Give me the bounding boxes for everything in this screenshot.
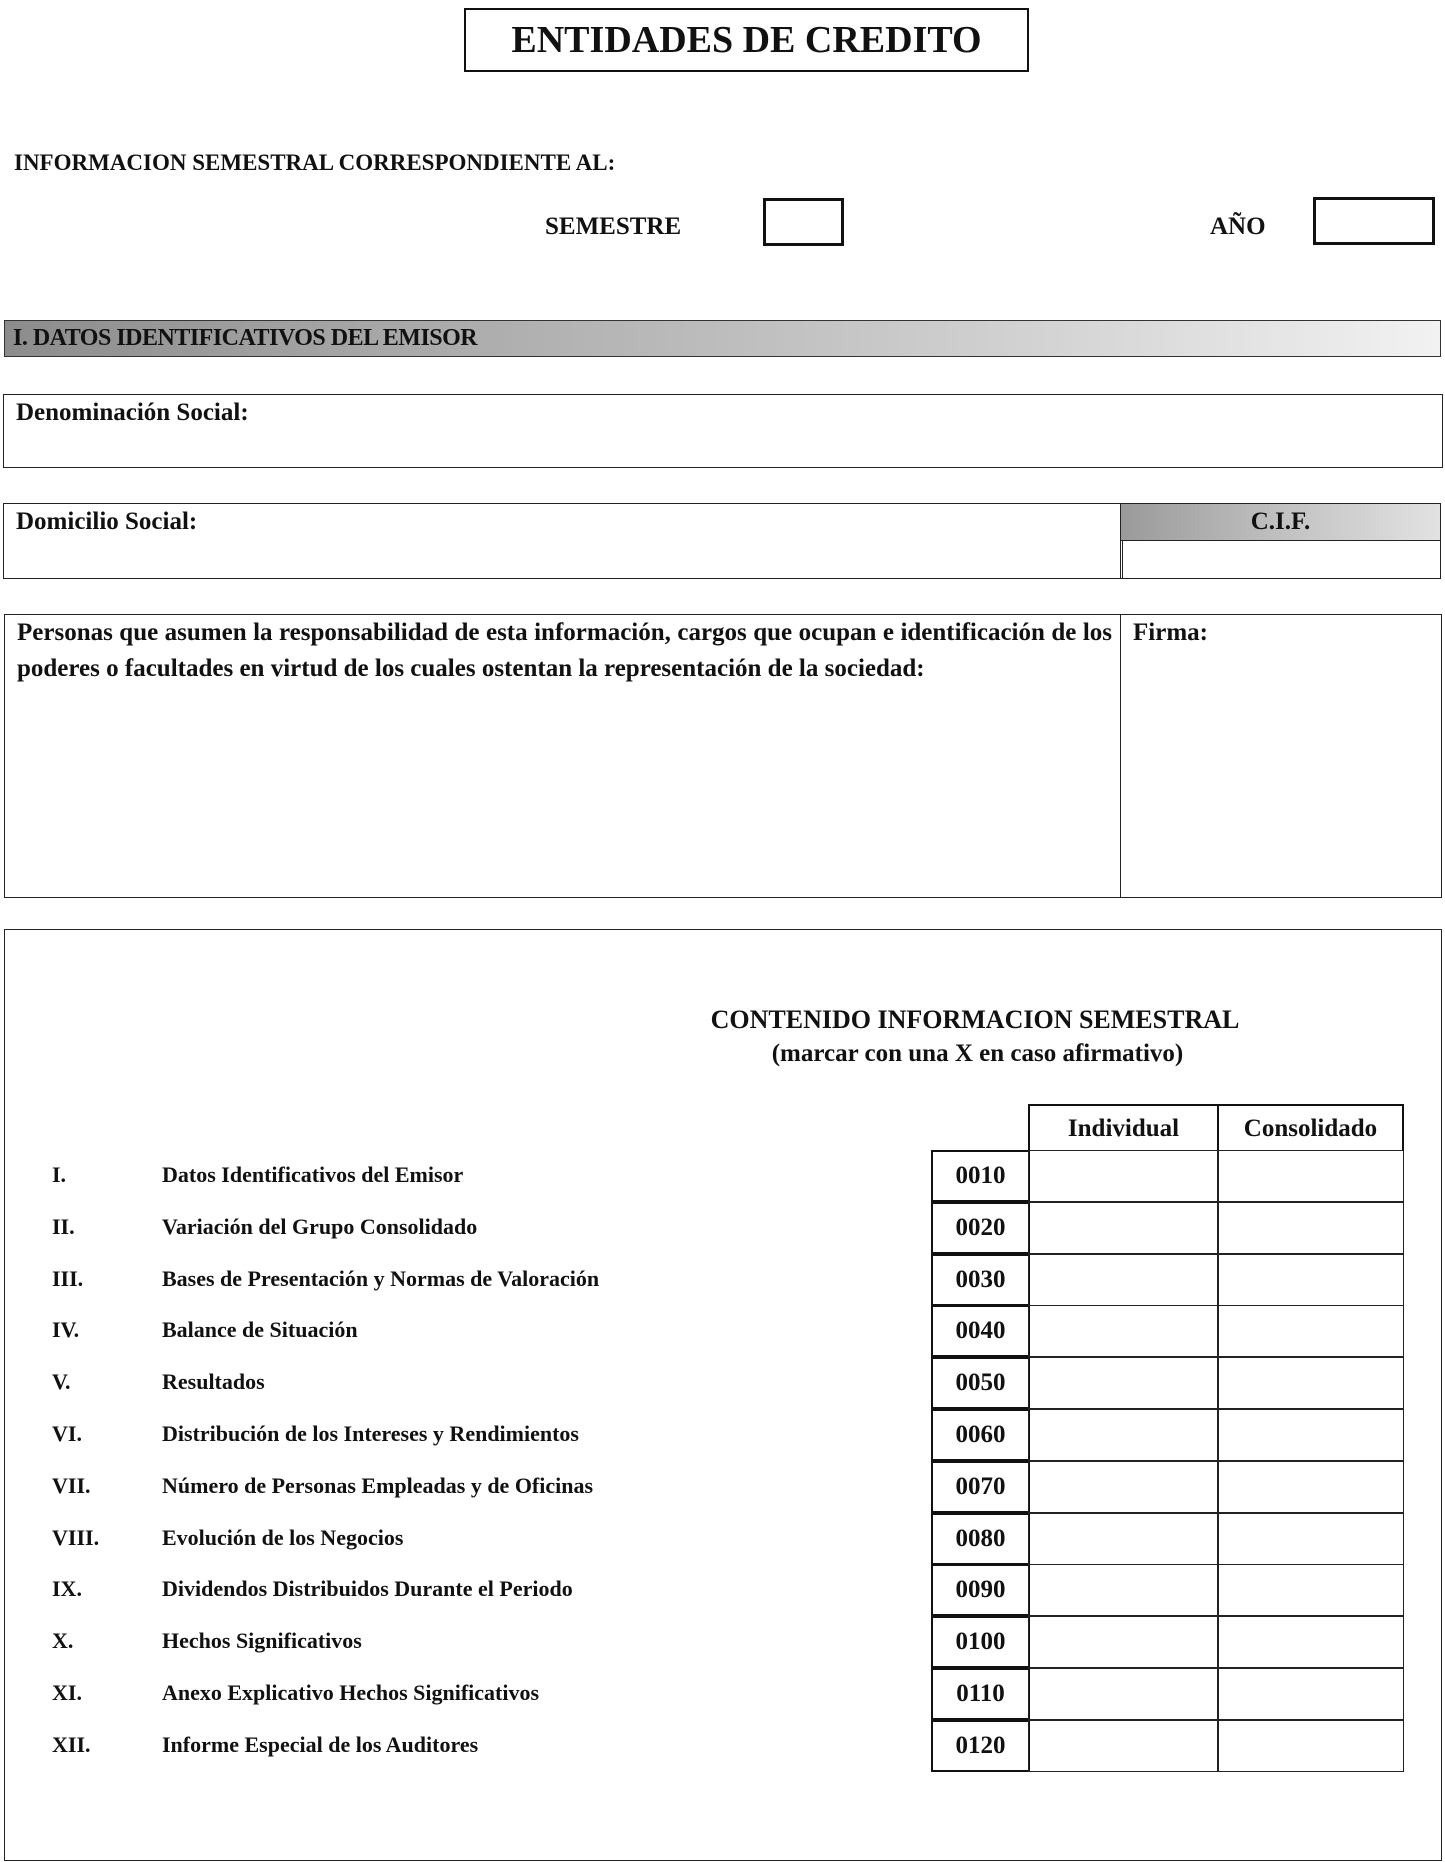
individual-checkbox-cell[interactable] bbox=[1028, 1616, 1219, 1668]
row-number: VIII. bbox=[52, 1524, 100, 1550]
consolidado-checkbox-cell[interactable] bbox=[1217, 1202, 1404, 1254]
row-label: Número de Personas Empleadas y de Oficinas bbox=[162, 1472, 594, 1498]
row-code: 0100 bbox=[931, 1616, 1030, 1668]
contenido-subtitle: (marcar con una X en caso afirmativo) bbox=[771, 1040, 1184, 1067]
firma-label: Firma: bbox=[1133, 619, 1208, 646]
info-line: INFORMACION SEMESTRAL CORRESPONDIENTE AL: bbox=[14, 150, 616, 175]
contenido-title: CONTENIDO INFORMACION SEMESTRAL bbox=[710, 1005, 1240, 1034]
row-code: 0020 bbox=[931, 1202, 1030, 1254]
row-label: Variación del Grupo Consolidado bbox=[162, 1213, 478, 1239]
row-number: II. bbox=[52, 1213, 75, 1239]
individual-checkbox-cell[interactable] bbox=[1028, 1409, 1219, 1461]
row-label: Anexo Explicativo Hechos Significativos bbox=[162, 1680, 540, 1705]
consolidado-checkbox-cell[interactable] bbox=[1217, 1564, 1404, 1616]
row-label: Balance de Situación bbox=[162, 1317, 358, 1343]
row-number: V. bbox=[52, 1369, 71, 1395]
row-code: 0030 bbox=[931, 1254, 1030, 1306]
individual-checkbox-cell[interactable] bbox=[1028, 1564, 1219, 1616]
consolidado-checkbox-cell[interactable] bbox=[1217, 1150, 1404, 1202]
denominacion-field[interactable] bbox=[3, 394, 1443, 468]
row-number: IV. bbox=[52, 1317, 80, 1343]
semestre-label: SEMESTRE bbox=[545, 213, 682, 240]
domicilio-field[interactable] bbox=[3, 503, 1123, 579]
anio-input-box[interactable] bbox=[1313, 197, 1435, 245]
row-label: Distribución de los Intereses y Rendimientos bbox=[162, 1421, 579, 1446]
row-code: 0070 bbox=[931, 1461, 1030, 1513]
firma-field[interactable] bbox=[1120, 614, 1442, 898]
row-code: 0110 bbox=[931, 1668, 1030, 1720]
consolidado-checkbox-cell[interactable] bbox=[1217, 1305, 1404, 1357]
individual-checkbox-cell[interactable] bbox=[1028, 1720, 1219, 1772]
consolidado-checkbox-cell[interactable] bbox=[1217, 1668, 1404, 1720]
individual-checkbox-cell[interactable] bbox=[1028, 1150, 1219, 1202]
row-label: Informe Especial de los Auditores bbox=[162, 1731, 479, 1757]
row-number: XII. bbox=[52, 1731, 91, 1757]
row-label: Evolución de los Negocios bbox=[162, 1524, 404, 1550]
individual-checkbox-cell[interactable] bbox=[1028, 1513, 1219, 1565]
consolidado-checkbox-cell[interactable] bbox=[1217, 1357, 1404, 1409]
consolidado-checkbox-cell[interactable] bbox=[1217, 1461, 1404, 1513]
row-number: III. bbox=[52, 1265, 84, 1291]
consolidado-checkbox-cell[interactable] bbox=[1217, 1616, 1404, 1668]
row-number: XI. bbox=[52, 1680, 82, 1705]
individual-checkbox-cell[interactable] bbox=[1028, 1305, 1219, 1357]
consolidado-checkbox-cell[interactable] bbox=[1217, 1254, 1404, 1306]
page-title: ENTIDADES DE CREDITO bbox=[464, 8, 1029, 72]
consolidado-checkbox-cell[interactable] bbox=[1217, 1513, 1404, 1565]
row-code: 0050 bbox=[931, 1357, 1030, 1409]
row-code: 0060 bbox=[931, 1409, 1030, 1461]
denominacion-label: Denominación Social: bbox=[16, 399, 249, 426]
cif-header: C.I.F. bbox=[1120, 503, 1441, 541]
anio-label: AÑO bbox=[1210, 213, 1266, 240]
individual-checkbox-cell[interactable] bbox=[1028, 1254, 1219, 1306]
row-number: VI. bbox=[52, 1421, 82, 1446]
row-label: Datos Identificativos del Emisor bbox=[162, 1162, 464, 1187]
col-header-consolidado: Consolidado bbox=[1217, 1104, 1404, 1151]
row-label: Hechos Significativos bbox=[162, 1628, 362, 1654]
row-code: 0040 bbox=[931, 1305, 1030, 1357]
domicilio-label: Domicilio Social: bbox=[16, 508, 198, 535]
individual-checkbox-cell[interactable] bbox=[1028, 1668, 1219, 1720]
row-number: IX. bbox=[52, 1576, 82, 1602]
row-code: 0080 bbox=[931, 1513, 1030, 1565]
row-number: VII. bbox=[52, 1472, 91, 1498]
row-code: 0120 bbox=[931, 1720, 1030, 1772]
semestre-input-box[interactable] bbox=[763, 198, 844, 246]
col-header-individual: Individual bbox=[1028, 1104, 1219, 1151]
consolidado-checkbox-cell[interactable] bbox=[1217, 1409, 1404, 1461]
row-label: Resultados bbox=[162, 1369, 265, 1395]
row-code: 0090 bbox=[931, 1564, 1030, 1616]
row-number: X. bbox=[52, 1628, 74, 1654]
section-header-emisor: I. DATOS IDENTIFICATIVOS DEL EMISOR bbox=[4, 320, 1441, 357]
row-code: 0010 bbox=[931, 1150, 1030, 1202]
individual-checkbox-cell[interactable] bbox=[1028, 1202, 1219, 1254]
consolidado-checkbox-cell[interactable] bbox=[1217, 1720, 1404, 1772]
personas-field[interactable] bbox=[4, 614, 1121, 898]
row-label: Bases de Presentación y Normas de Valoración bbox=[162, 1265, 600, 1291]
individual-checkbox-cell[interactable] bbox=[1028, 1461, 1219, 1513]
personas-label: Personas que asumen la responsabilidad de esta información, cargos que ocupan e identificación de los poderes o facultades en virtud de los cuales ostentan la representación de la sociedad: bbox=[17, 619, 1112, 682]
cif-field[interactable] bbox=[1120, 540, 1441, 579]
row-label: Dividendos Distribuidos Durante el Periodo bbox=[162, 1576, 573, 1602]
individual-checkbox-cell[interactable] bbox=[1028, 1357, 1219, 1409]
row-number: I. bbox=[52, 1162, 67, 1187]
